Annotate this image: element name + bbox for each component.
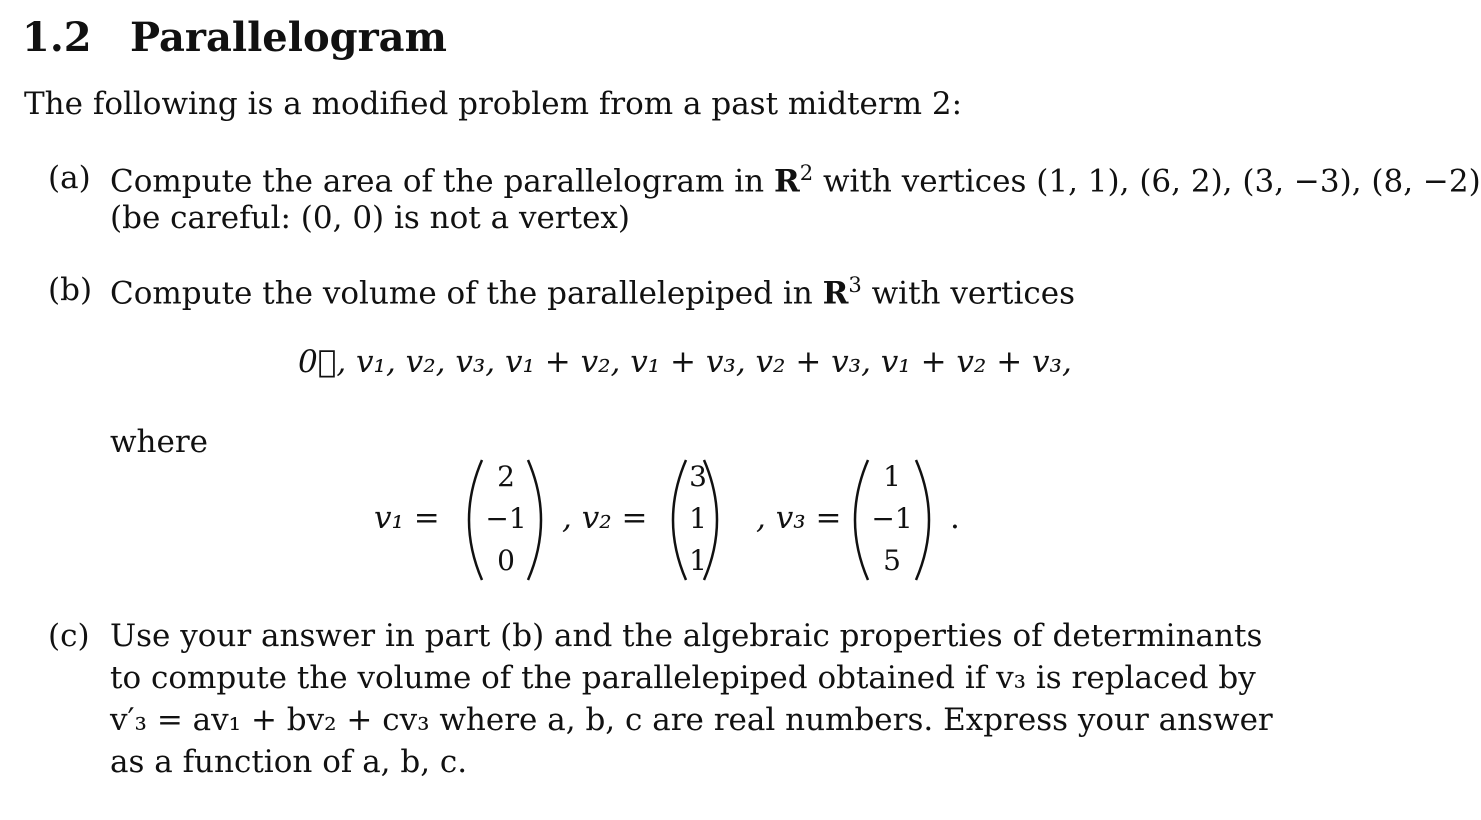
reals-symbol: R	[822, 275, 849, 312]
part-c-line2: to compute the volume of the parallelepiped obtained if v₃ is replaced by	[110, 660, 1256, 696]
part-a-line2: (be careful: (0, 0) is not a vertex)	[110, 200, 631, 236]
v2-entry-3: 1	[689, 544, 707, 577]
vertex-list-equation: 0⃗, v₁, v₂, v₃, v₁ + v₂, v₁ + v₃, v₂ + v₃, v₁ + v₂ + v₃,	[298, 344, 1072, 380]
v1-entry-1: 2	[497, 460, 515, 493]
v2-entry-1: 3	[689, 460, 707, 493]
part-a-label: (a)	[48, 160, 91, 196]
where-text: where	[110, 424, 209, 460]
part-a-line1-post: with vertices (1, 1), (6, 2), (3, −3), (8, −2)	[813, 163, 1481, 200]
v3-entry-3: 5	[883, 544, 901, 577]
part-c-line3: v′₃ = av₁ + bv₂ + cv₃ where a, b, c are real numbers. Express your answer	[110, 702, 1273, 738]
v1-entry-2: −1	[485, 502, 527, 535]
period: .	[950, 500, 960, 536]
part-b-line1-post: with vertices	[861, 275, 1076, 312]
part-c-line1: Use your answer in part (b) and the algebraic properties of determinants	[110, 618, 1263, 654]
part-a-line1-pre: Compute the area of the parallelogram in	[110, 163, 774, 200]
reals-exponent: 2	[799, 160, 814, 185]
v2-right-paren	[694, 456, 734, 584]
v3-right-paren	[906, 456, 946, 584]
reals-symbol: R	[773, 163, 800, 200]
part-b-line1-pre: Compute the volume of the parallelepiped in	[110, 275, 823, 312]
intro-text: The following is a modified problem from a past midterm 2:	[24, 86, 963, 122]
section-number: 1.2	[22, 14, 92, 61]
part-c-line4: as a function of a, b, c.	[110, 744, 468, 780]
v3-entry-1: 1	[883, 460, 901, 493]
part-b-line1	[110, 272, 1075, 312]
v3-entry-2: −1	[871, 502, 913, 535]
v2-label: , v₂ =	[562, 500, 648, 536]
part-c-label: (c)	[48, 618, 90, 654]
part-b-label: (b)	[48, 272, 93, 308]
v2-entry-2: 1	[689, 502, 707, 535]
v1-label: v₁ =	[374, 500, 440, 536]
v3-label: , v₃ =	[756, 500, 842, 536]
v1-right-paren	[518, 456, 558, 584]
reals-exponent: 3	[848, 272, 862, 297]
section-title: Parallelogram	[130, 14, 447, 61]
part-a-line1	[110, 160, 1481, 200]
v1-entry-3: 0	[497, 544, 515, 577]
